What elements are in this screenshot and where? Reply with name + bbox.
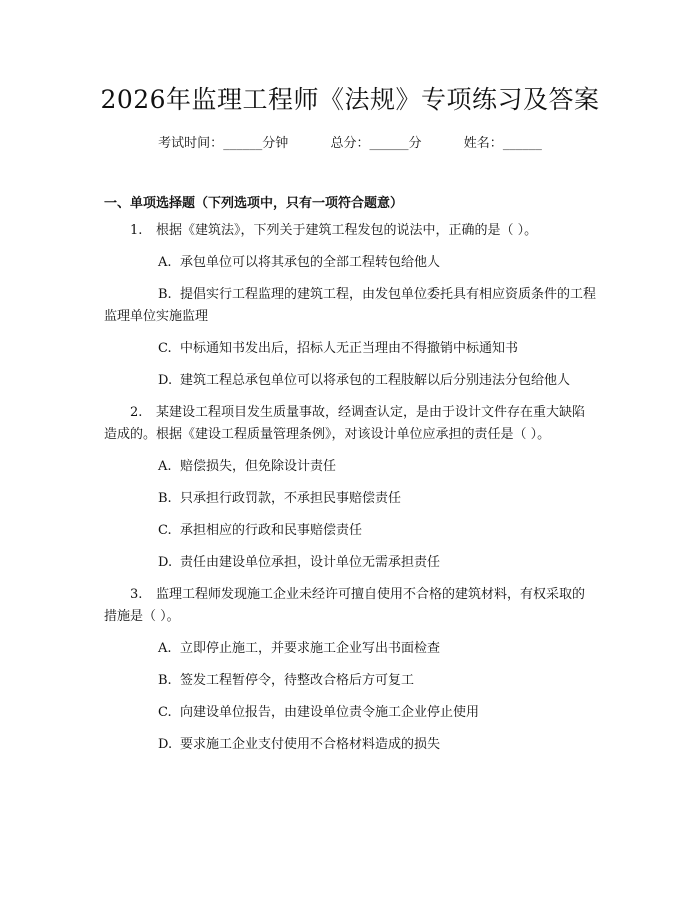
option-letter: C. bbox=[158, 523, 172, 538]
question-number: 1. bbox=[130, 223, 143, 238]
option-item bbox=[104, 702, 596, 724]
document-title: 2026年监理工程师《法规》专项练习及答案 bbox=[100, 85, 600, 114]
exam-time-label: 考试时间： bbox=[158, 136, 224, 151]
option-item bbox=[104, 456, 596, 478]
option-text: 承担相应的行政和民事赔偿责任 bbox=[180, 523, 363, 538]
option-text: 赔偿损失，但免除设计责任 bbox=[180, 459, 337, 474]
option-text: 提倡实行工程监理的建筑工程，由发包单位委托具有相应资质条件的工程监理单位实施监理 bbox=[104, 287, 597, 324]
option-item bbox=[104, 552, 596, 574]
option-item bbox=[104, 734, 596, 756]
option-letter: B. bbox=[158, 287, 172, 302]
option-item bbox=[104, 670, 596, 692]
option-letter: A. bbox=[158, 641, 172, 656]
question-number: 3. bbox=[130, 587, 143, 602]
option-text: 要求施工企业支付使用不合格材料造成的损失 bbox=[180, 737, 441, 752]
option-text: 建筑工程总承包单位可以将承包的工程肢解以后分别违法分包给他人 bbox=[180, 373, 571, 388]
total-score-blank: ______ bbox=[369, 136, 409, 151]
option-text: 责任由建设单位承担，设计单位无需承担责任 bbox=[180, 555, 441, 570]
option-item bbox=[104, 638, 596, 660]
option-letter: D. bbox=[158, 555, 173, 570]
name-label: 姓名： bbox=[463, 136, 503, 151]
question-stem bbox=[104, 402, 596, 446]
question-text: 监理工程师发现施工企业未经许可擅自使用不合格的建筑材料，有权采取的措施是（ ）。 bbox=[104, 587, 586, 624]
option-text: 向建设单位报告，由建设单位责令施工企业停止使用 bbox=[180, 705, 480, 720]
total-score-unit: 分 bbox=[408, 136, 422, 151]
total-score-label: 总分： bbox=[330, 136, 370, 151]
option-text: 签发工程暂停令，待整改合格后方可复工 bbox=[180, 673, 415, 688]
option-text: 承包单位可以将其承包的全部工程转包给他人 bbox=[180, 255, 441, 270]
option-item bbox=[104, 284, 596, 328]
option-letter: A. bbox=[158, 255, 172, 270]
exam-time-unit: 分钟 bbox=[262, 136, 289, 151]
option-text: 只承担行政罚款，不承担民事赔偿责任 bbox=[180, 491, 402, 506]
question-number: 2. bbox=[130, 405, 143, 420]
question-text: 某建设工程项目发生质量事故，经调查认定，是由于设计文件存在重大缺陷造成的。根据《建设工程质量管理条例》，对该设计单位应承担的责任是（ ）。 bbox=[104, 405, 586, 442]
section-title: 一、单项选择题（下列选项中，只有一项符合题意） bbox=[104, 196, 404, 211]
exam-time-blank: ______ bbox=[223, 136, 263, 151]
question-text: 根据《建筑法》，下列关于建筑工程发包的说法中，正确的是（ ）。 bbox=[156, 223, 538, 238]
option-letter: B. bbox=[158, 673, 172, 688]
question-item bbox=[104, 220, 596, 392]
option-item bbox=[104, 338, 596, 360]
exam-info-line bbox=[0, 132, 700, 151]
option-item bbox=[104, 252, 596, 274]
option-item bbox=[104, 520, 596, 542]
question-list bbox=[104, 220, 596, 766]
option-letter: D. bbox=[158, 373, 173, 388]
option-letter: B. bbox=[158, 491, 172, 506]
option-letter: C. bbox=[158, 705, 172, 720]
question-item bbox=[104, 402, 596, 574]
option-item bbox=[104, 488, 596, 510]
option-letter: D. bbox=[158, 737, 173, 752]
option-letter: C. bbox=[158, 341, 172, 356]
option-item bbox=[104, 370, 596, 392]
question-item bbox=[104, 584, 596, 756]
option-text: 立即停止施工，并要求施工企业写出书面检查 bbox=[180, 641, 441, 656]
question-stem bbox=[104, 220, 596, 242]
option-text: 中标通知书发出后，招标人无正当理由不得撤销中标通知书 bbox=[180, 341, 519, 356]
name-blank: ______ bbox=[502, 136, 542, 151]
question-stem bbox=[104, 584, 596, 628]
option-letter: A. bbox=[158, 459, 172, 474]
